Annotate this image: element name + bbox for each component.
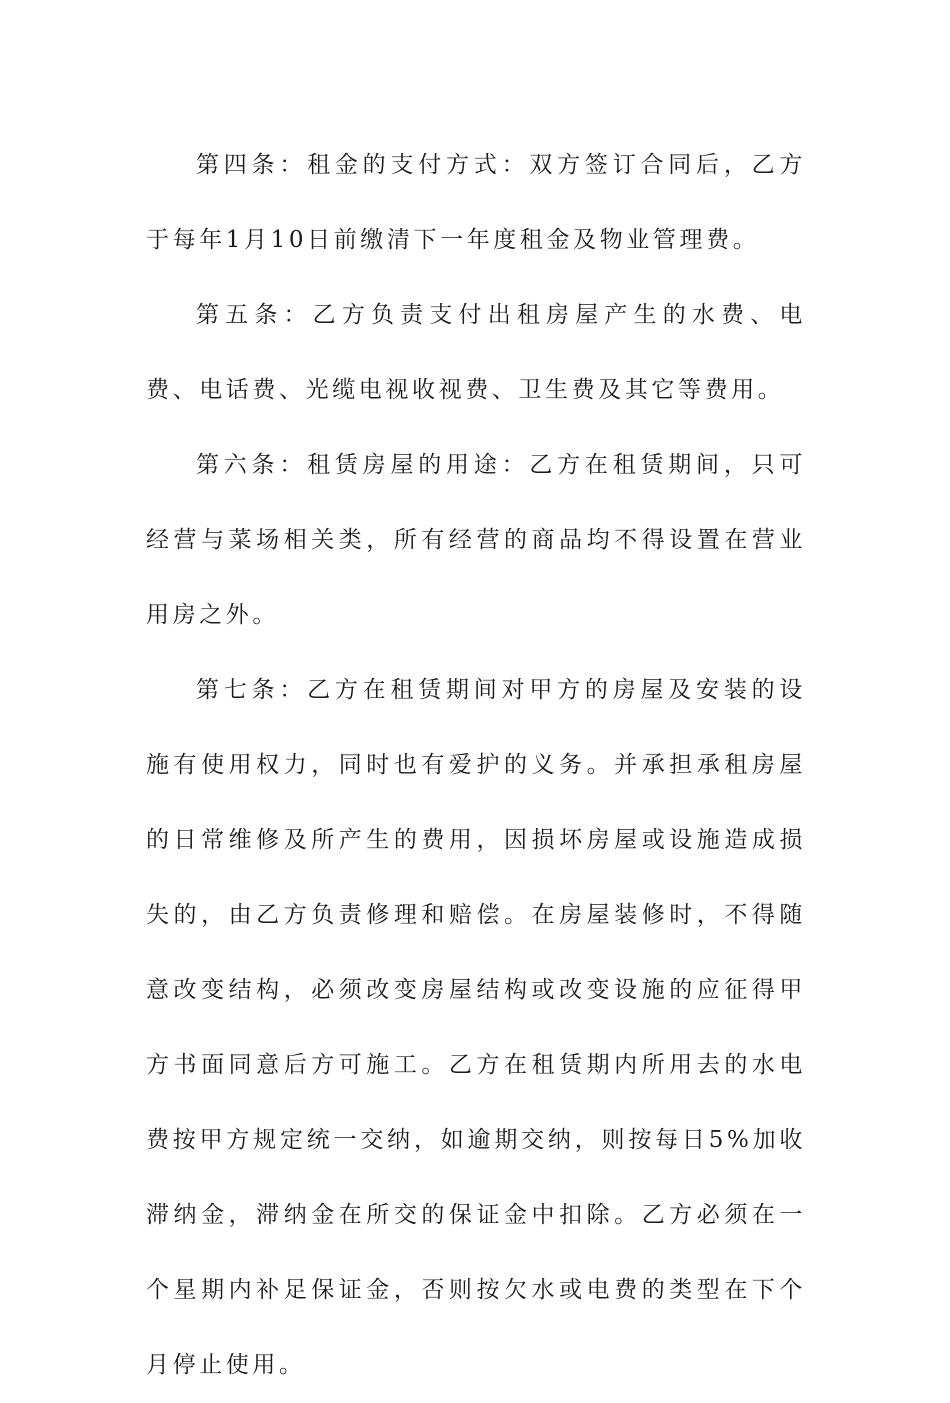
- paragraph-article-5: 第五条：乙方负责支付出租房屋产生的水费、电费、电话费、光缆电视收视费、卫生费及其它等费用。: [146, 302, 806, 403]
- document-body: [146, 128, 806, 1403]
- paragraph-article-4: 第四条：租金的支付方式：双方签订合同后，乙方于每年1月10日前缴清下一年度租金及物业管理费。: [146, 152, 806, 253]
- paragraph-article-7: 第七条：乙方在租赁期间对甲方的房屋及安装的设施有使用权力，同时也有爱护的义务。并承担承租房屋的日常维修及所产生的费用，因损坏房屋或设施造成损失的，由乙方负责修理和赔偿。在房屋装修时，不得随意改变结构，必须改变房屋结构或改变设施的应征得甲方书面同意后方可施工。乙方在租赁期内所用去的水电费按甲方规定统一交纳，如逾期交纳，则按每日5%加收滞纳金，滞纳金在所交的保证金中扣除。乙方必须在一个星期内补足保证金，否则按欠水或电费的类型在下个月停止使用。: [146, 677, 806, 1378]
- paragraph-article-6: 第六条：租赁房屋的用途：乙方在租赁期间，只可经营与菜场相关类，所有经营的商品均不得设置在营业用房之外。: [146, 452, 806, 628]
